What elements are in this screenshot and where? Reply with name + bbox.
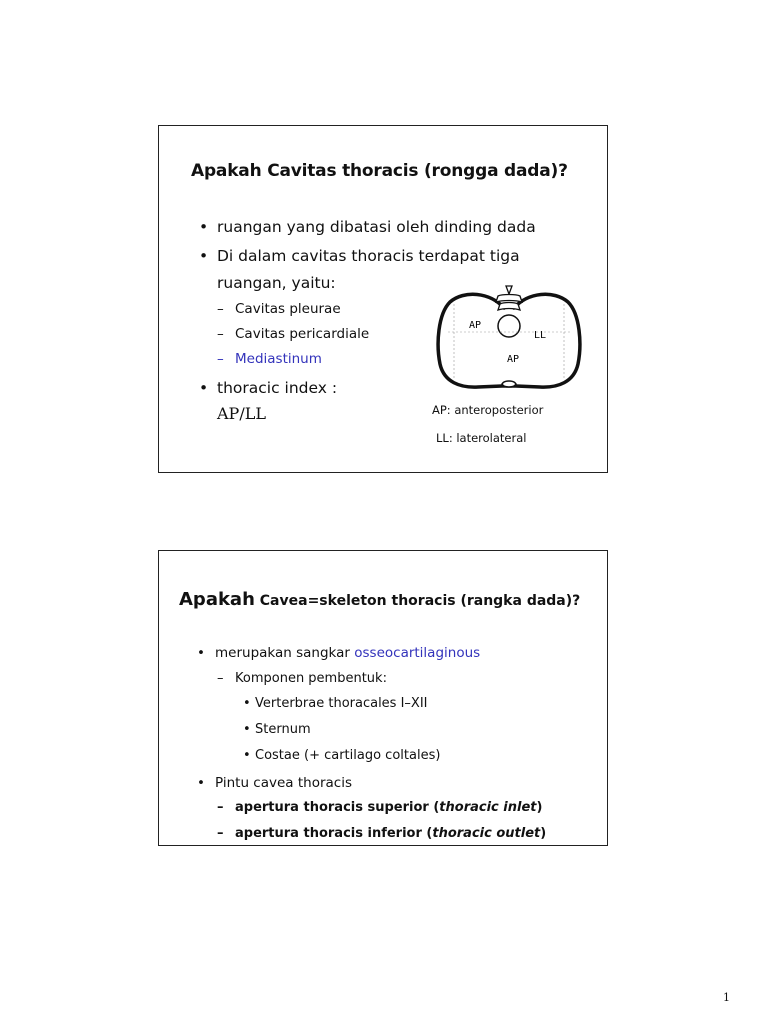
label-ap-top: AP [469,320,482,331]
slide-title: Apakah Cavitas thoracis (rongga dada)? [191,161,568,181]
sub-item: – Cavitas pleurae [217,301,341,317]
caption-ll: LL: laterolateral [436,431,527,445]
slide-cavitas-thoracis [158,125,608,473]
component-item: • Sternum [243,722,311,737]
bullet-item: • ruangan yang dibatasi oleh dinding dada [199,218,536,236]
component-item: • Costae (+ cartilago coltales) [243,748,441,763]
slide-cavea-thoracis [158,550,608,846]
aperture-term: thoracic inlet [439,800,537,815]
bullet-item: • Pintu cavea thoracis [197,775,352,791]
sub-item-highlighted: – Mediastinum [217,351,322,367]
caption-ap: AP: anteroposterior [432,403,544,417]
aperture-item: – apertura thoracis superior (thoracic inlet) [217,800,543,815]
highlight-term: osseocartilaginous [354,645,481,661]
bullet-item: • Di dalam cavitas thoracis terdapat tiga [199,247,520,265]
title-rest: Cavea=skeleton thoracis (rangka dada)? [259,593,581,609]
page-number: 1 [723,991,730,1004]
bullet-item: • merupakan sangkar osseocartilaginous [197,645,481,661]
aperture-item: – apertura thoracis inferior (thoracic outlet) [217,826,547,841]
label-ll: LL [534,330,547,341]
sub-heading: – Komponen pembentuk: [217,671,387,686]
sub-item: – Cavitas pericardiale [217,326,370,342]
bullet-continuation: ruangan, yaitu: [217,274,336,292]
component-item: • Verterbrae thoracales I–XII [243,696,428,711]
aperture-term: thoracic outlet [432,826,541,841]
label-ap-bottom: AP [507,354,520,365]
thorax-cross-section-diagram [434,284,584,394]
title-prefix: Apakah [179,589,255,610]
slide-title [179,589,580,610]
bullet-item: • thoracic index : [199,379,338,397]
index-formula: AP/LL [217,404,266,423]
